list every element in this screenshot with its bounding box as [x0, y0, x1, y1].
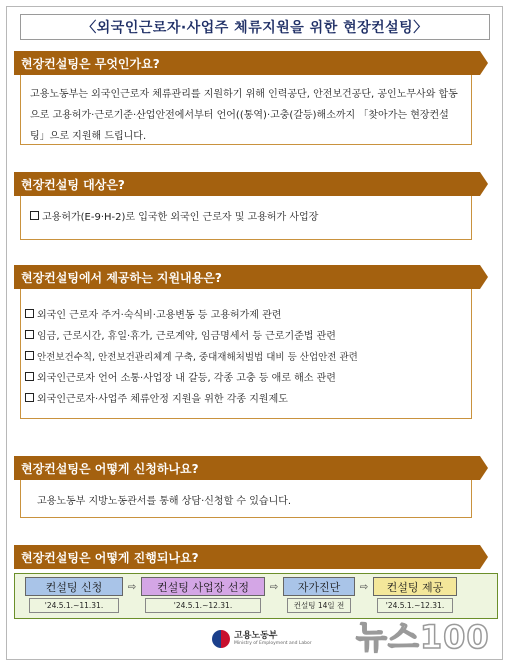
taegeuk-emblem-icon — [212, 630, 230, 648]
checkbox-square-icon — [25, 351, 34, 360]
list-item-text: 안전보건수칙, 안전보건관리체계 구축, 중대재해처벌법 대비 등 산업안전 관련 — [37, 351, 358, 363]
list-item-text: 임금, 근로시간, 휴일·휴가, 근로계약, 임금명세서 등 근로기준법 관련 — [37, 331, 336, 342]
watermark: 뉴스100 — [356, 618, 490, 656]
list-item — [21, 196, 471, 234]
list-item — [21, 366, 471, 387]
list-item-text: 외국인근로자·사업주 체류안정 지원을 위한 각종 지원제도 — [37, 394, 288, 405]
flow-step-provide — [373, 577, 457, 615]
list-item-text: 외국인근로자 언어 소통·사업장 내 갈등, 각종 고충 등 애로 해소 관련 — [37, 373, 336, 384]
flow-step-date: '24.5.1.~11.31. — [29, 598, 119, 613]
flow-step-date: '24.5.1.~12.31. — [145, 598, 261, 613]
section-heading-apply: 현장컨설팅은 어떻게 신청하나요? — [14, 456, 480, 480]
flow-step-label: 컨설팅 신청 — [25, 577, 123, 596]
list-item-text: 고용허가(E-9·H-2)로 입국한 외국인 근로자 및 고용허가 사업장 — [42, 211, 319, 223]
right-arrow-icon: ⇨ — [269, 582, 279, 593]
logo-subtitle: Ministry of Employment and Labor — [234, 640, 312, 646]
checkbox-square-icon — [25, 309, 34, 318]
flow-step-label: 컨설팅 사업장 선정 — [141, 577, 265, 596]
logo-name: 고용노동부 — [234, 630, 278, 641]
intro-paragraph: 고용노동부는 외국인근로자 체류관리를 지원하기 위해 인력공단, 안전보건공단, 공인노무사와 합동으로 고용허가·근로기준·산업안전에서부터 언어((통역)·고충(갈등)해소까지 「찾아가는 현장컨설팅」으로 지원해 드립니다. — [30, 89, 458, 142]
checkbox-square-icon — [25, 372, 34, 381]
list-item — [21, 387, 471, 408]
section-heading-target: 현장컨설팅 대상은? — [14, 172, 480, 196]
flow-step-date: 컨설팅 14일 전 — [287, 598, 351, 613]
section-heading-process: 현장컨설팅은 어떻게 진행되나요? — [14, 545, 480, 569]
list-item — [21, 345, 471, 366]
section-body-apply — [20, 480, 472, 518]
section-body-what — [20, 75, 472, 145]
section-heading-support: 현장컨설팅에서 제공하는 지원내용은? — [14, 265, 480, 289]
section-body-support — [20, 289, 472, 419]
list-item — [21, 324, 471, 345]
document-title: 〈외국인근로자·사업주 체류지원을 위한 현장컨설팅〉 — [20, 14, 490, 40]
flow-step-select — [141, 577, 265, 615]
section-heading-what: 현장컨설팅은 무엇인가요? — [14, 51, 480, 75]
flow-step-label: 자가진단 — [283, 577, 355, 596]
checkbox-square-icon — [25, 330, 34, 339]
ministry-logo — [212, 630, 312, 648]
list-item — [21, 303, 471, 324]
right-arrow-icon: ⇨ — [127, 582, 137, 593]
right-arrow-icon: ⇨ — [359, 582, 369, 593]
flow-step-label: 컨설팅 제공 — [373, 577, 457, 596]
flow-step-apply — [25, 577, 123, 615]
flow-step-self-check — [283, 577, 355, 615]
apply-text: 고용노동부 지방노동관서를 통해 상담·신청할 수 있습니다. — [37, 495, 292, 507]
list-item-text: 외국인 근로자 주거·숙식비·고용변동 등 고용허가제 관련 — [37, 310, 282, 321]
checkbox-square-icon — [25, 393, 34, 402]
section-body-target — [20, 196, 472, 240]
flow-step-date: '24.5.1.~12.31. — [377, 598, 453, 613]
checkbox-square-icon — [30, 211, 39, 220]
